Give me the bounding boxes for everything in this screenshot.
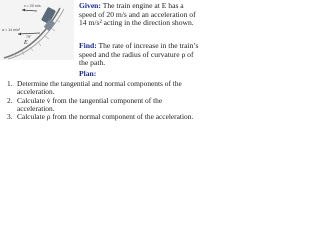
find-text: The rate of increase in the train’s speed and the radius of curvature ρ of the path.	[79, 41, 199, 68]
angle-label: 75°	[26, 35, 32, 39]
step-number: 2.	[7, 95, 13, 105]
speed-label: v = 20 m/s	[24, 4, 41, 8]
find-label: Find:	[79, 41, 97, 50]
acceleration-label: a = 14 m/s²	[2, 28, 21, 32]
step-number: 1.	[7, 79, 13, 88]
train-diagram	[0, 0, 74, 60]
given-label: Given:	[79, 1, 101, 10]
plan-label: Plan:	[79, 69, 97, 78]
plan-section	[79, 70, 96, 79]
plan-steps-list	[7, 80, 199, 121]
plan-step	[7, 97, 199, 114]
plan-step	[7, 113, 199, 121]
plan-step	[7, 80, 199, 97]
given-section	[79, 2, 199, 28]
point-e-label: E	[24, 40, 28, 46]
given-text: The train engine at E has a speed of 20 m/s and an acceleration of 14 m/s² acting in the direction shown.	[79, 1, 196, 28]
find-section	[79, 42, 199, 68]
step-text: Calculate v̇ from the tangential component of the acceleration.	[17, 95, 163, 113]
step-number: 3.	[7, 112, 13, 122]
step-text: Determine the tangential and normal components of the acceleration.	[17, 79, 182, 97]
step-text: Calculate ρ from the normal component of the acceleration.	[17, 112, 194, 122]
